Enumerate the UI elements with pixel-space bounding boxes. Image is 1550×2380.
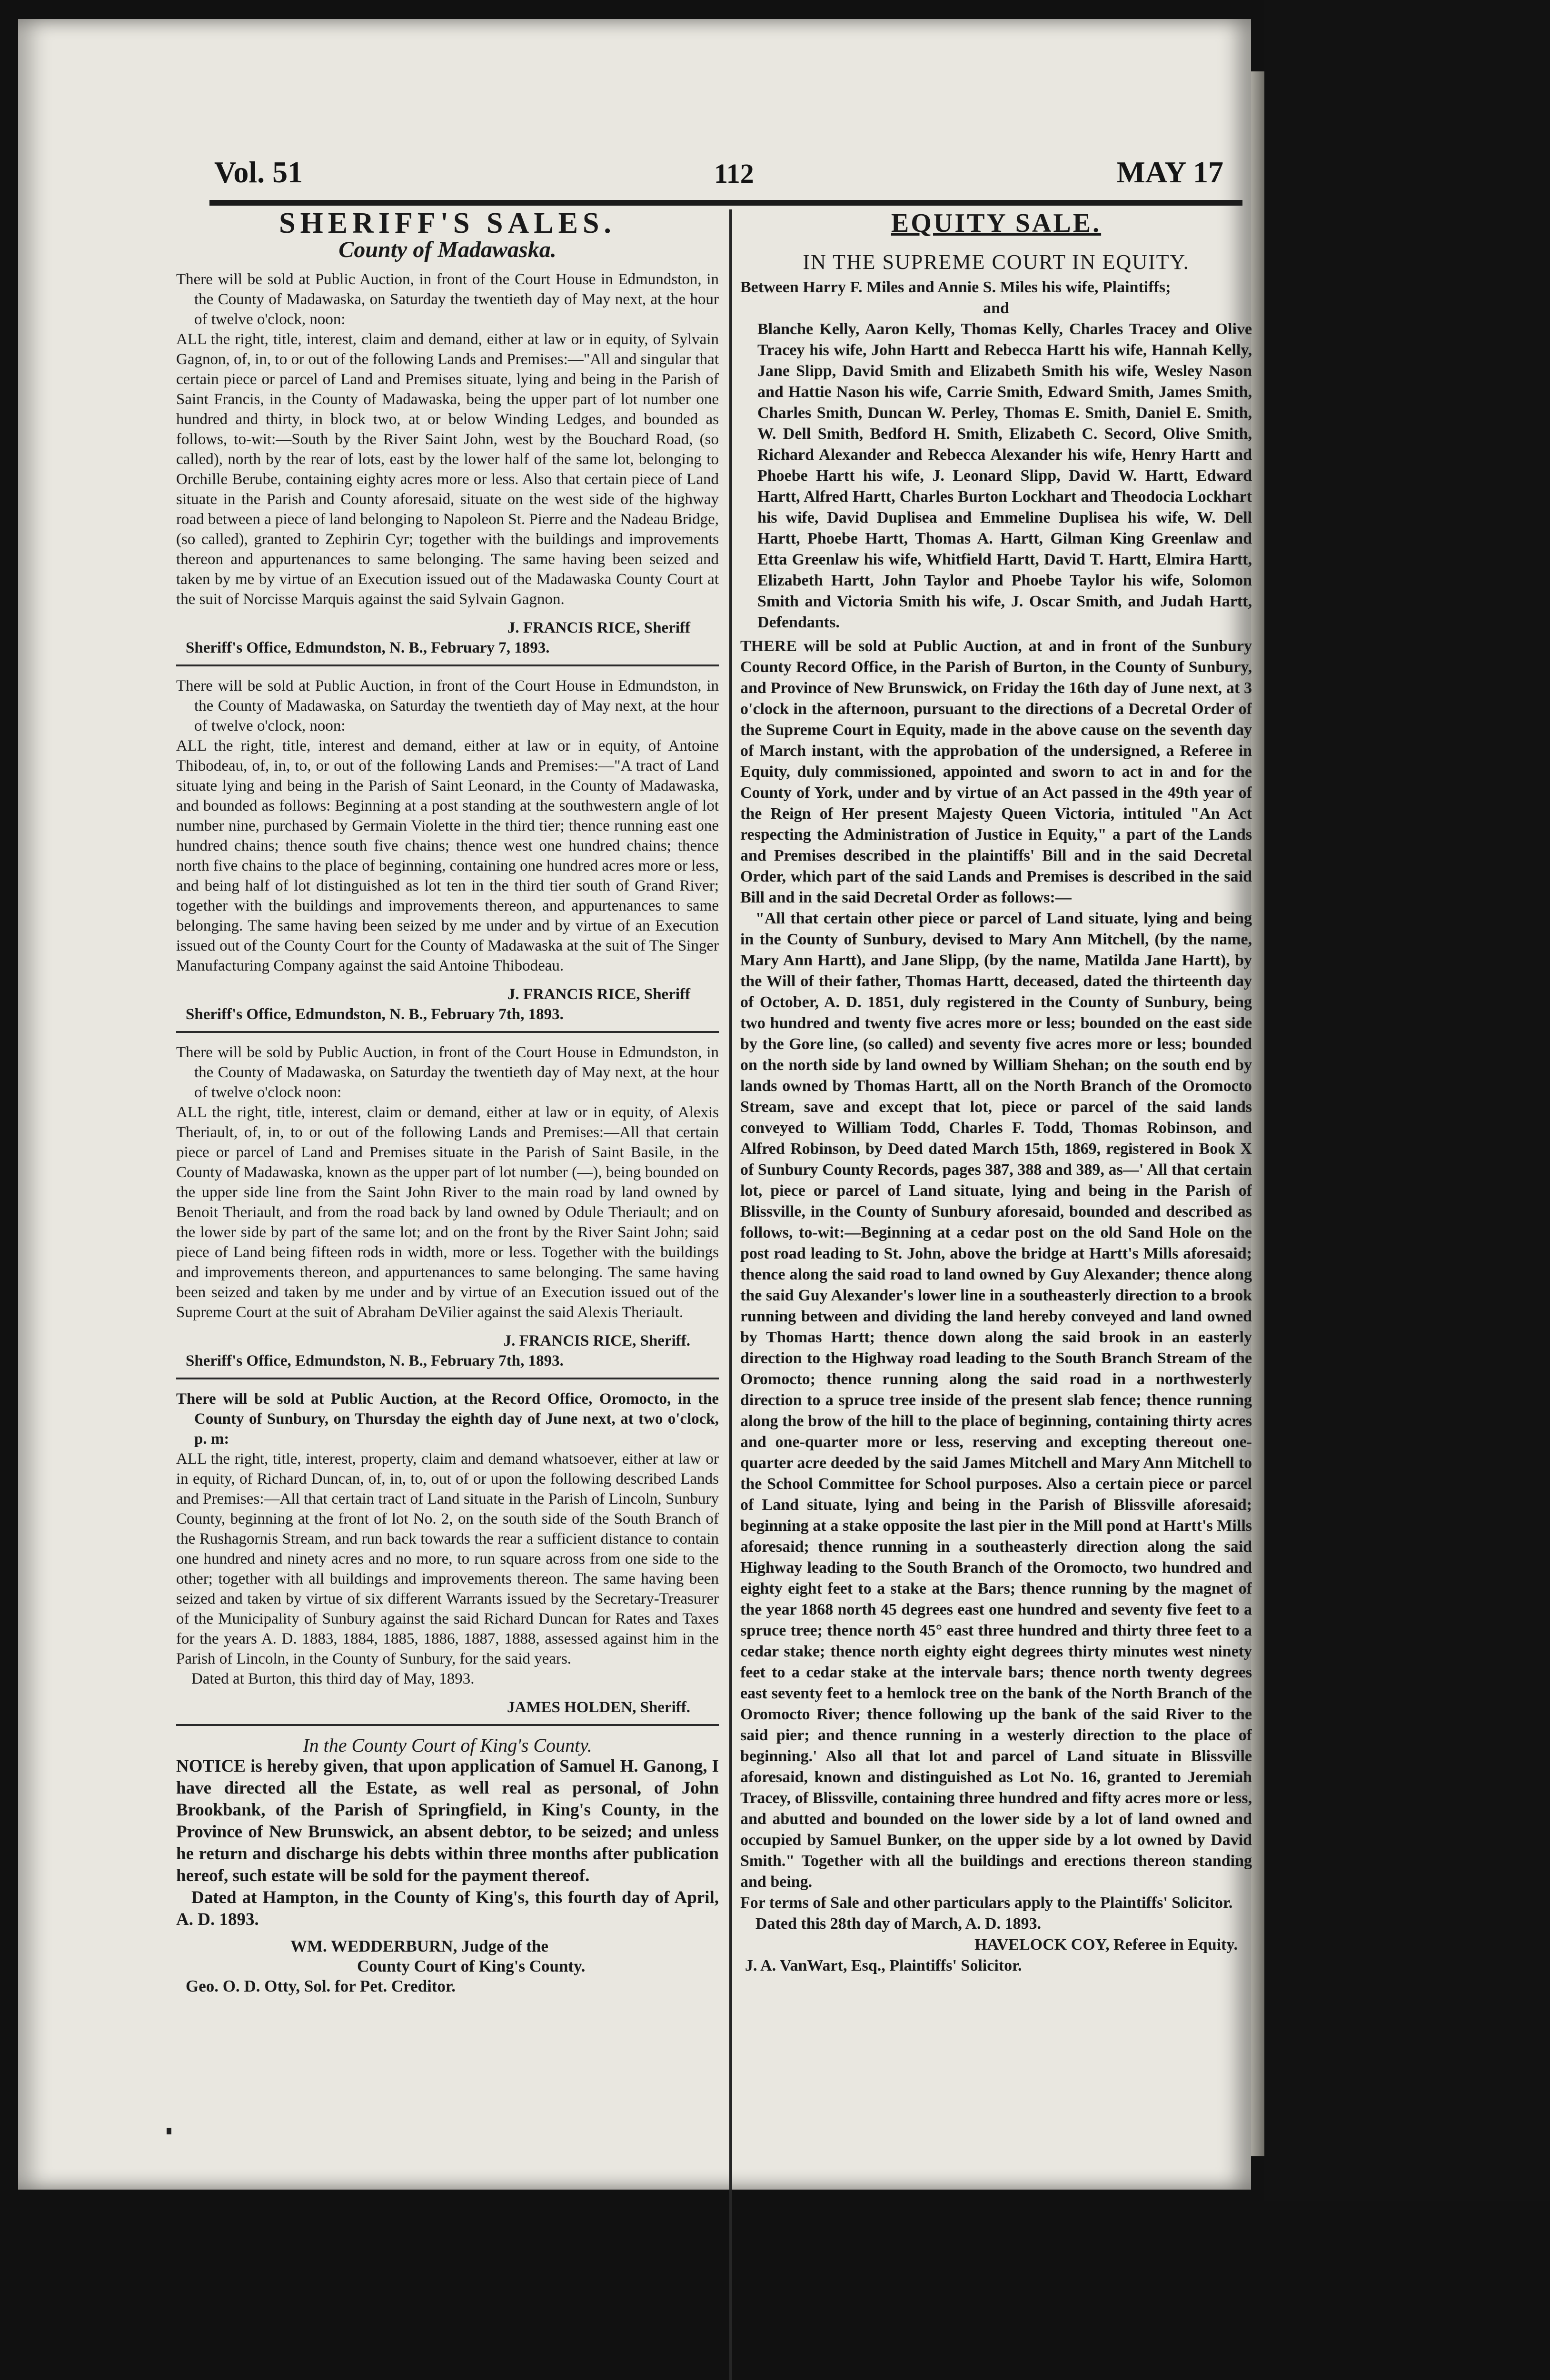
sale-office: Sheriff's Office, Edmundston, N. B., February 7, 1893. <box>186 639 550 656</box>
judge-title: County Court of King's County. <box>357 1957 586 1975</box>
sale-office: Sheriff's Office, Edmundston, N. B., February 7th, 1893. <box>186 1006 564 1023</box>
sale-office: Sheriff's Office, Edmundston, N. B., February 7th, 1893. <box>186 1352 564 1369</box>
land-description: "All that certain other piece or parcel of Land situate, lying and being in the County of Sunbury, devised to Mary Ann Mitchell, (by the name, Mary Ann Hartt), and Jane Slipp, (by the name, Matilda Jane Hartt), by the Will of their father, Thomas Hartt, deceased, dated the thirteenth day of October, A. D. 1851, duly registered in the County of Sunbury, being two hundred and twenty five acres more or less; bounded on the east side by the Gore line, (so called) and seventy five acres more or less; bounded on the north side by land owned by William Shehan; on the south end by lands owned by Thomas Hartt, all on the North Branch of the Oromocto Stream, save and except that lot, piece or parcel of the said lands conveyed to William Todd, Charles F. Todd, Thomas Robinson, and Alfred Robinson, by Deed dated March 15th, 1869, registered in Book X of Sunbury County Records, pages 387, 388 and 389, as—' All that certain lot, piece or parcel of Land situate, lying and being in the Parish of Blissville, in the County of Sunbury aforesaid, bounded and described as follows, to-wit:—Beginning at a cedar post on the old Sand Hole on the post road leading to St. John, above the bridge at Hartt's Mills aforesaid; thence along the said road to land owned by Guy Alexander; thence along the said Guy Alexander's lower line in a southeasterly direction to a brook running between and dividing the land hereby conveyed and land owned by Thomas Hartt; thence down along the said brook in an easterly direction to the Highway road leading to the South Branch Stream of the Oromocto; thence running along the said road in a northwesterly direction to a spruce tree inside of the present slab fence; thence running along the brow of the hill to the place of beginning, containing thirty acres and one-quarter more or less, reserving and excepting thereout one-quarter acre deeded by the said James Mitchell and Mary Ann Mitchell to the School Committee for School purposes. Also a certain piece or parcel of Land situate, lying and being in the Parish of Blissville aforesaid; beginning at a stake opposite the last pier in the Mill pond at Hartt's Mills aforesaid; thence running in a southeasterly direction along the said Highway leading to the South Branch of the Oromocto, two hundred and eighty eight feet to a stake at the Bars; thence running by the magnet of the year 1868 north 45 degrees east one hundred and seventy five feet to a spruce tree; thence north 45° east three hundred and thirty three feet to a cedar stake; thence north eighty eight degrees thirty minutes west ninety feet to a cedar stake at the intervale bars; thence north twenty degrees east seventy feet to a hemlock tree on the bank of the North Branch of the Oromocto River; thence following up the bank of the said River to the said pier; and thence running in a westerly direction to the place of beginning.' Also all that lot and parcel of Land situate in Blissville aforesaid, known and distinguished as Lot No. 16, granted to Jeremiah Tracey, of Blissville, containing three hundred and fifty acres more or less, and abutted and bounded on the lower side by a lot of land owned and occupied by Samuel Bunker, on the upper side by a lot owned by David Smith." Together with all the buildings and erections thereon standing and being. <box>740 910 1252 1891</box>
section-divider <box>176 1724 719 1726</box>
sale-opening: There will be sold by Public Auction, in front of the Court House in Edmundston, in the County of Madawaska, on Saturday the twentieth day of May next, at the hour of twelve o'clock noon: <box>176 1044 719 1101</box>
between-line: Between Harry F. Miles and Annie S. Miles his wife, Plaintiffs; <box>740 278 1171 296</box>
header-rule <box>209 200 1242 206</box>
section-divider <box>176 664 719 666</box>
sale-opening: There will be sold at Public Auction, in front of the Court House in Edmundston, in the County of Madawaska, on Saturday the twentieth day of May next, at the hour of twelve o'clock, noon: <box>176 677 719 734</box>
page-number: 112 <box>714 158 754 189</box>
sale-dated: Dated at Burton, this third day of May, 1893. <box>191 1670 475 1687</box>
terms-of-sale: For terms of Sale and other particulars apply to the Plaintiffs' Solicitor. <box>740 1894 1233 1912</box>
scan-background <box>1264 0 1550 2201</box>
sheriff-sale-3 <box>176 1042 719 1371</box>
section-divider <box>176 1031 719 1033</box>
section-divider <box>176 1378 719 1379</box>
sheriff-sale-4 <box>176 1389 719 1717</box>
left-column <box>176 209 719 2180</box>
sheriff-sale-1 <box>176 269 719 658</box>
equity-sale-text: THERE will be sold at Public Auction, at and in front of the Sunbury County Record Office, in the Parish of Burton, in the County of Sunbury, and Province of New Brunswick, on Friday the 16th day of June next, at 3 o'clock in the afternoon, pursuant to the directions of a Decretal Order of the Supreme Court in Equity, made in the above cause on the seventh day of March instant, with the approbation of the undersigned, a Referee in Equity, duly commissioned, appointed and sworn to act in and for the County of York, under and by virtue of an Act passed in the 49th year of the Reign of Her present Majesty Queen Victoria, intituled "An Act respecting the Administration of Justice in Equity," a part of the Lands and Premises described in the plaintiffs' Bill and in the said Decretal Order, which part of the said Lands and Premises is described in the said Bill and in the said Decretal Order as follows:— <box>740 637 1252 906</box>
sheriff-sale-2 <box>176 676 719 1024</box>
equity-dated: Dated this 28th day of March, A. D. 1893. <box>755 1915 1042 1933</box>
equity-sale-title: EQUITY SALE. <box>891 209 1102 238</box>
sale-body: ALL the right, title, interest and demand, either at law or in equity, of Antoine Thibodeau, of, in, to, or out of the following Lands and Premises:—"A tract of Land situate lying and being in the Parish of Saint Leonard, in the County of Madawaska, and bounded as follows: Beginning at a post standing at the southwestern angle of lot number nine, purchased by Germain Violette in the third tier; thence running east one hundred chains; thence south five chains; thence west one hundred chains; thence north five chains to the place of beginning, containing one hundred acres more or less, and being half of lot distinguished as lot ten in the third tier south of Grand River; together with the buildings and improvements thereon, and appurtenances to same belonging. The same having been seized by me under and by virtue of an Execution issued out of the County Court for the County of Madawaska at the suit of The Singer Manufacturing Company against the said Antoine Thibodeau. <box>176 737 719 974</box>
sale-signature: J. FRANCIS RICE, Sheriff. <box>503 1332 690 1349</box>
judge-signature: WM. WEDDERBURN, Judge of the <box>290 1937 548 1955</box>
notice-dated: Dated at Hampton, in the County of King's, this fourth day of April, A. D. 1893. <box>176 1888 719 1929</box>
sale-opening: There will be sold at Public Auction, at the Record Office, Oromocto, in the County of Sunbury, on Thursday the eighth day of June next, at two o'clock, p. m: <box>176 1390 719 1448</box>
and-label: and <box>983 299 1009 317</box>
kings-county-notice <box>176 1735 719 1996</box>
county-heading: County of Madawaska. <box>338 237 556 262</box>
sale-body: ALL the right, title, interest, claim and demand, either at law or in equity, of Sylvain Gagnon, of, in, to or out of the following Lands and Premises:—"All and singular that certain piece or parcel of Land and Premises situate, lying and being in the Parish of Saint Francis, in the County of Madawaska, being the upper part of lot number one hundred and thirty, in block two, at or below Winding Ledges, and bounded as follows, to-wit:—South by the River Saint John, west by the Bouchard Road, (so called), north by the rear of lots, east by the lower half of the same lot, belonging to Orchille Berube, containing eighty acres more or less. Also that certain piece of Land situate in the Parish and County aforesaid, situate on the west side of the highway road between a piece of land belonging to Napoleon St. Pierre and the Nadeau Bridge, (so called), granted to Zephirin Cyr; together with the buildings and improvements thereon and appurtenances to same belonging. The same having been seized and taken by me by virtue of an Execution issued out of the Madawaska County Court at the suit of Norcisse Marquis against the said Sylvain Gagnon. <box>176 331 719 608</box>
sale-opening: There will be sold at Public Auction, in front of the Court House in Edmundston, in the County of Madawaska, on Saturday the twentieth day of May next, at the hour of twelve o'clock, noon: <box>176 271 719 328</box>
sale-signature: JAMES HOLDEN, Sheriff. <box>507 1699 690 1716</box>
volume-label: Vol. 51 <box>214 155 303 189</box>
right-column <box>740 209 1252 2180</box>
sale-signature: J. FRANCIS RICE, Sheriff <box>507 619 690 636</box>
kings-county-heading: In the County Court of King's County. <box>303 1735 592 1756</box>
solicitor-line: Geo. O. D. Otty, Sol. for Pet. Creditor. <box>186 1977 456 1995</box>
page-header <box>200 155 1242 193</box>
plaintiffs-solicitor: J. A. VanWart, Esq., Plaintiffs' Solicitor. <box>745 1957 1022 1974</box>
page-edge <box>1251 71 1264 2156</box>
issue-date: MAY 17 <box>1116 155 1223 189</box>
sale-body: ALL the right, title, interest, claim or demand, either at law or in equity, of Alexis Theriault, of, in, to or out of the following Lands and Premises:—All that certain piece or parcel of Land and Premises situate in the Parish of Saint Basile, in the County of Madawaska, known as the upper part of lot number (—), being bounded on the upper side line from the Saint John River to the main road by land owned by Benoit Theriault, and from the road back by land owned by Odule Theriault; and on the lower side by part of the same lot; and on the front by the River Saint John; said piece of Land being fifteen rods in width, more or less. Together with the buildings and improvements thereon, and appurtenances to same belonging. The same having been seized and taken by me under and by virtue of an Execution issued out of the Supreme Court at the suit of Abraham DeVilier against the said Alexis Theriault. <box>176 1104 719 1321</box>
sheriffs-sales-title: SHERIFF'S SALES. <box>279 209 616 239</box>
defendants-list: Blanche Kelly, Aaron Kelly, Thomas Kelly, Charles Tracey and Olive Tracey his wife, John Hartt and Rebecca Hartt his wife, Hannah Kelly, Jane Slipp, David Smith and Elizabeth Smith his wife, Wesley Nason and Hattie Nason his wife, Carrie Smith, Edward Smith, James Smith, Charles Smith, Duncan W. Perley, Thomas E. Smith, Daniel E. Smith, W. Dell Smith, Bedford H. Smith, Elizabeth C. Secord, Olive Smith, Richard Alexander and Rebecca Alexander his wife, Henry Hartt and Phoebe Hartt his wife, J. Leonard Slipp, David W. Hartt, Edward Hartt, Alfred Hartt, Charles Burton Lockhart and Theodocia Lockhart his wife, David Duplisea and Emmeline Duplisea his wife, W. Dell Hartt, Phoebe Hartt, Thomas A. Hartt, Gilman King Greenlaw and Etta Greenlaw his wife, Whitfield Hartt, David T. Hartt, Elmira Hartt, Elizabeth Hartt, John Taylor and Phoebe Taylor his wife, Solomon Smith and Victoria Smith his wife, J. Oscar Smith, and Judah Hartt, Defendants. <box>757 320 1252 631</box>
referee-signature: HAVELOCK COY, Referee in Equity. <box>974 1936 1238 1954</box>
page-mark <box>167 2128 171 2134</box>
column-divider <box>729 209 732 2380</box>
sale-signature: J. FRANCIS RICE, Sheriff <box>507 986 690 1003</box>
notice-body: NOTICE is hereby given, that upon application of Samuel H. Ganong, I have directed all the Estate, as well real as personal, of John Brookbank, of the Parish of Springfield, in King's County, in the Province of New Brunswick, an absent debtor, to be seized; and unless he return and discharge his debts within three months after publication hereof, such estate will be sold for the payment thereof. <box>176 1756 719 1885</box>
supreme-court-heading: IN THE SUPREME COURT IN EQUITY. <box>803 250 1190 274</box>
sale-body: ALL the right, title, interest, property, claim and demand whatsoever, either at law or in equity, of Richard Duncan, of, in, to, out of or upon the following described Lands and Premises:—All that certain tract of Land situate in the Parish of Lincoln, Sunbury County, beginning at the front of lot No. 2, on the south side of the South Branch of the Rushagornis Stream, and run back towards the rear a sufficient distance to contain one hundred and ninety acres and no more, to run square across from one side to the other; together with all buildings and improvements thereon. The same having been seized and taken by virtue of six different Warrants issued by the Secretary-Treasurer of the Municipality of Sunbury against the said Richard Duncan for Rates and Taxes for the years A. D. 1883, 1884, 1885, 1886, 1887, 1888, assessed against him in the Parish of Lincoln, in the County of Sunbury, for the said years. <box>176 1450 719 1667</box>
